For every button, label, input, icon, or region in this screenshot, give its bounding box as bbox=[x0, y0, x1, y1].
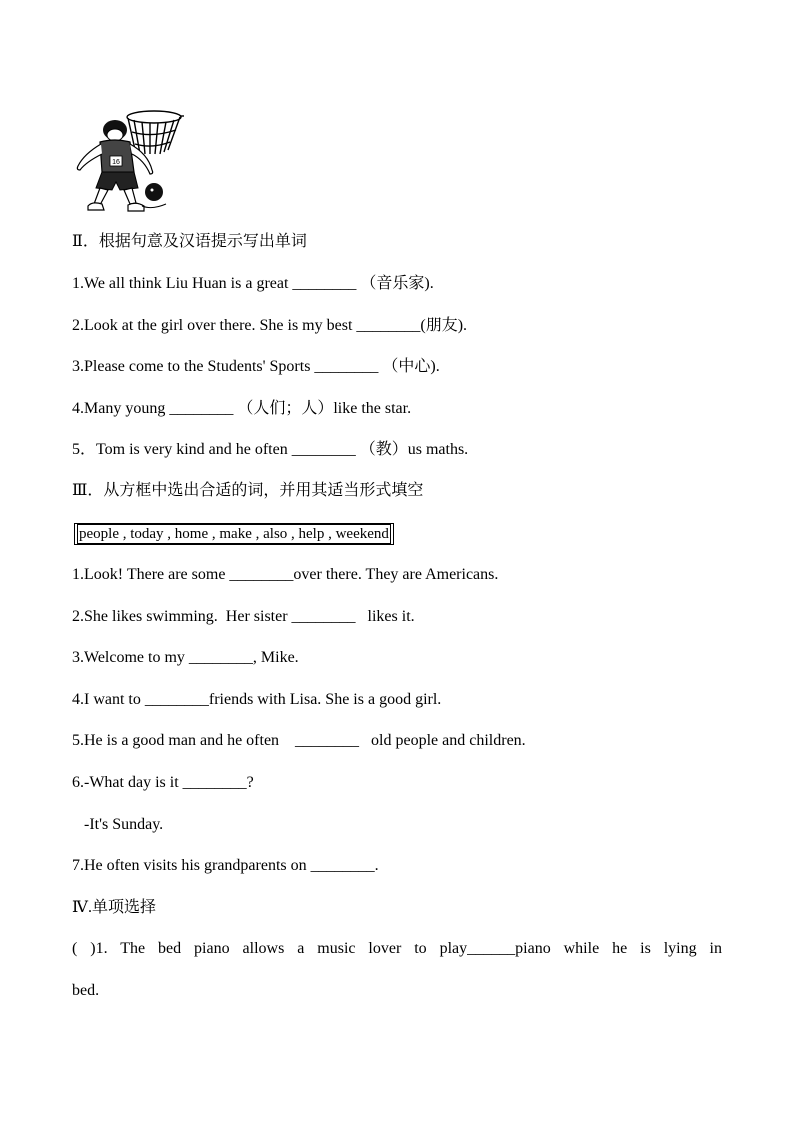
section-4-heading: Ⅳ.单项选择 bbox=[72, 899, 156, 916]
word-box bbox=[74, 523, 394, 545]
section-3-item-6-answer: -It's Sunday. bbox=[72, 816, 164, 833]
section-3-item-6: 6.-What day is it ________? bbox=[72, 774, 254, 791]
section-3-item-1: 1.Look! There are some ________over there. They are Americans. bbox=[72, 566, 499, 583]
basketball-icon bbox=[142, 183, 166, 208]
section-3-item-4: 4.I want to ________friends with Lisa. She is a good girl. bbox=[72, 691, 442, 708]
section-3-item-2: 2.She likes swimming. Her sister ________ likes it. bbox=[72, 608, 415, 625]
section-2-item-4: 4.Many young ________ （人们；人）like the star. bbox=[72, 400, 412, 417]
word-box-words: people , today , home , make , also , help , weekend bbox=[79, 526, 389, 542]
section-3-item-3: 3.Welcome to my ________, Mike. bbox=[72, 649, 299, 666]
section-3-item-5: 5.He is a good man and he often ________ old people and children. bbox=[72, 732, 526, 749]
section-3-item-7: 7.He often visits his grandparents on ________. bbox=[72, 857, 379, 874]
jersey-number: 16 bbox=[112, 159, 120, 166]
section-2-item-1: 1.We all think Liu Huan is a great ________ （音乐家). bbox=[72, 275, 434, 292]
section-4-question-1: ( )1. The bed piano allows a music lover to play______piano while he is lying in bbox=[72, 940, 722, 957]
basketball-player-illustration bbox=[72, 106, 184, 218]
section-2-item-5: 5．Tom is very kind and he often ________ （教）us maths. bbox=[72, 441, 469, 458]
section-2-item-2: 2.Look at the girl over there. She is my best ________(朋友). bbox=[72, 317, 468, 334]
section-4-question-1-continued: bed. bbox=[72, 982, 100, 999]
section-3-heading: Ⅲ．从方框中选出合适的词，并用其适当形式填空 bbox=[72, 482, 424, 499]
section-2-heading: Ⅱ．根据句意及汉语提示写出单词 bbox=[72, 233, 307, 250]
section-2-item-3: 3.Please come to the Students' Sports ________ （中心). bbox=[72, 358, 440, 375]
